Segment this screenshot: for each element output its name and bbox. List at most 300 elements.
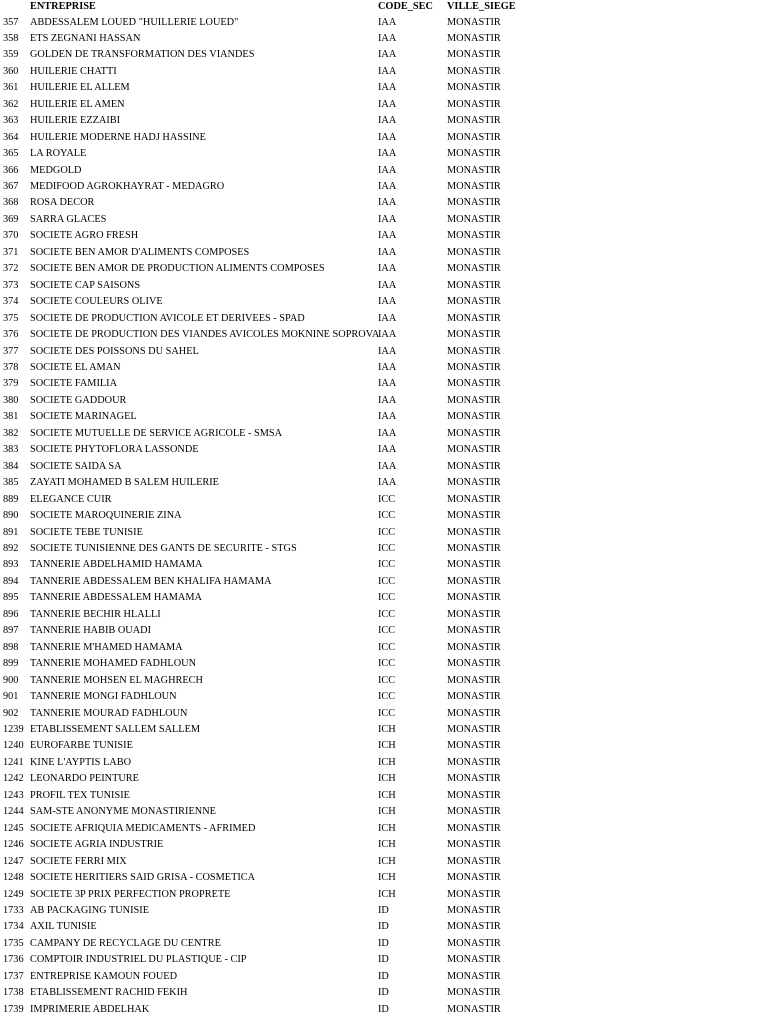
entreprise-cell: SOCIETE DE PRODUCTION DES VIANDES AVICOLES MOKNINE SOPROVA — [30, 329, 380, 341]
row-number-cell: 1248 — [3, 872, 24, 884]
table-row — [0, 985, 768, 1001]
entreprise-cell: SOCIETE SAIDA SA — [30, 460, 122, 472]
ville-siege-cell: MONASTIR — [447, 1003, 501, 1015]
ville-siege-cell: MONASTIR — [447, 773, 501, 785]
table-row — [0, 360, 768, 376]
code-sec-cell: ICH — [378, 888, 396, 900]
row-number-cell: 896 — [3, 608, 19, 620]
entreprise-cell: SOCIETE GADDOUR — [30, 394, 127, 406]
entreprise-cell: AB PACKAGING TUNISIE — [30, 904, 149, 916]
code-sec-cell: ICC — [378, 526, 396, 538]
ville-siege-cell: MONASTIR — [447, 345, 501, 357]
table-row — [0, 97, 768, 113]
code-sec-cell: IAA — [378, 164, 397, 176]
row-number-cell: 365 — [3, 148, 19, 160]
code-sec-cell: ICH — [378, 855, 396, 867]
entreprise-cell: ETS ZEGNANI HASSAN — [30, 32, 141, 44]
ville-siege-cell: MONASTIR — [447, 592, 501, 604]
ville-siege-cell: MONASTIR — [447, 822, 501, 834]
table-row — [0, 804, 768, 820]
entreprise-cell: SOCIETE AGRO FRESH — [30, 230, 139, 242]
row-number-cell: 379 — [3, 378, 19, 390]
code-sec-cell: ICC — [378, 691, 396, 703]
entreprise-cell: HUILERIE EZZAIBI — [30, 115, 121, 127]
table-row — [0, 673, 768, 689]
table-row — [0, 146, 768, 162]
ville-siege-cell: MONASTIR — [447, 575, 501, 587]
entreprise-cell: ETABLISSEMENT RACHID FEKIH — [30, 987, 188, 999]
row-number-cell: 370 — [3, 230, 19, 242]
entreprise-cell: SAM-STE ANONYME MONASTIRIENNE — [30, 806, 216, 818]
row-number-cell: 375 — [3, 312, 19, 324]
code-sec-cell: IAA — [378, 345, 397, 357]
entreprise-cell: HUILERIE MODERNE HADJ HASSINE — [30, 131, 206, 143]
ville-siege-cell: MONASTIR — [447, 970, 501, 982]
entreprise-cell: ELEGANCE CUIR — [30, 493, 112, 505]
ville-siege-cell: MONASTIR — [447, 427, 501, 439]
table-row — [0, 1002, 768, 1018]
ville-siege-cell: MONASTIR — [447, 921, 501, 933]
entreprise-cell: HUILERIE CHATTI — [30, 65, 117, 77]
ville-siege-cell: MONASTIR — [447, 394, 501, 406]
table-row — [0, 311, 768, 327]
code-sec-cell: ICH — [378, 872, 396, 884]
ville-siege-cell: MONASTIR — [447, 148, 501, 160]
row-number-cell: 1240 — [3, 740, 24, 752]
table-row — [0, 47, 768, 63]
row-number-cell: 373 — [3, 279, 19, 291]
ville-siege-cell: MONASTIR — [447, 16, 501, 28]
entreprise-cell: HUILERIE EL AMEN — [30, 98, 125, 110]
code-sec-cell: ID — [378, 921, 389, 933]
ville-siege-cell: MONASTIR — [447, 987, 501, 999]
code-sec-cell: ID — [378, 987, 389, 999]
row-number-cell: 892 — [3, 543, 19, 554]
code-sec-cell: IAA — [378, 312, 397, 324]
ville-siege-cell: MONASTIR — [447, 526, 501, 538]
code-sec-cell: IAA — [378, 148, 397, 160]
code-sec-cell: IAA — [378, 460, 397, 472]
ville-siege-cell: MONASTIR — [447, 707, 501, 719]
table-row — [0, 738, 768, 754]
table-row — [0, 689, 768, 705]
ville-siege-cell: MONASTIR — [447, 246, 501, 258]
code-sec-cell: ICC — [378, 707, 396, 719]
row-number-cell: 364 — [3, 131, 19, 143]
entreprise-cell: SOCIETE PHYTOFLORA LASSONDE — [30, 444, 199, 456]
ville-siege-cell: MONASTIR — [447, 559, 501, 571]
ville-siege-cell: MONASTIR — [447, 855, 501, 867]
table-row — [0, 525, 768, 541]
entreprise-cell: SOCIETE DE PRODUCTION AVICOLE ET DERIVEES - SPAD — [30, 312, 305, 324]
row-number-cell: 889 — [3, 493, 19, 505]
table-row — [0, 969, 768, 985]
row-number-cell: 1245 — [3, 822, 24, 834]
code-sec-cell: ICC — [378, 559, 396, 571]
table-body — [0, 15, 768, 1019]
ville-siege-cell: MONASTIR — [447, 378, 501, 390]
entreprise-cell: SOCIETE FERRI MIX — [30, 855, 127, 867]
table-row — [0, 195, 768, 211]
table-row — [0, 887, 768, 903]
entreprise-cell: MEDIFOOD AGROKHAYRAT - MEDAGRO — [30, 181, 225, 193]
entreprise-cell: SOCIETE MAROQUINERIE ZINA — [30, 510, 182, 522]
ville-siege-cell: MONASTIR — [447, 98, 501, 110]
code-sec-cell: IAA — [378, 378, 397, 390]
entreprise-cell: SOCIETE COULEURS OLIVE — [30, 296, 163, 308]
row-number-cell: 1242 — [3, 773, 24, 785]
table-row — [0, 393, 768, 409]
ville-siege-cell: MONASTIR — [447, 460, 501, 472]
row-number-cell: 1738 — [3, 987, 24, 999]
row-number-cell: 1249 — [3, 888, 24, 900]
ville-siege-cell: MONASTIR — [447, 723, 501, 735]
entreprise-cell: SOCIETE EL AMAN — [30, 362, 121, 374]
table-row — [0, 130, 768, 146]
entreprise-cell: SOCIETE AFRIQUIA MEDICAMENTS - AFRIMED — [30, 822, 256, 834]
row-number-cell: 368 — [3, 197, 19, 209]
row-number-cell: 1247 — [3, 855, 24, 867]
code-sec-cell: ICH — [378, 822, 396, 834]
entreprise-cell: TANNERIE MOURAD FADHLOUN — [30, 707, 188, 719]
ville-siege-cell: MONASTIR — [447, 641, 501, 653]
row-number-cell: 381 — [3, 411, 19, 423]
ville-siege-cell: MONASTIR — [447, 131, 501, 143]
code-sec-cell: IAA — [378, 477, 397, 489]
ville-siege-cell: MONASTIR — [447, 65, 501, 77]
row-number-cell: 1739 — [3, 1003, 24, 1015]
table-row — [0, 821, 768, 837]
code-sec-cell: IAA — [378, 98, 397, 110]
table-row — [0, 31, 768, 47]
code-sec-cell: ICC — [378, 575, 396, 587]
code-sec-cell: ICC — [378, 625, 396, 637]
entreprise-cell: TANNERIE BECHIR HLALLI — [30, 608, 161, 620]
row-number-cell: 1736 — [3, 954, 24, 966]
entreprise-cell: TANNERIE M'HAMED HAMAMA — [30, 641, 183, 653]
code-sec-cell: IAA — [378, 296, 397, 308]
ville-siege-cell: MONASTIR — [447, 82, 501, 94]
code-sec-cell: ID — [378, 970, 389, 982]
entreprise-cell: IMPRIMERIE ABDELHAK — [30, 1003, 150, 1015]
ville-siege-cell: MONASTIR — [447, 625, 501, 637]
row-number-cell: 1246 — [3, 839, 24, 851]
table-row — [0, 344, 768, 360]
row-number-cell: 372 — [3, 263, 19, 275]
row-number-cell: 893 — [3, 559, 19, 571]
row-number-cell: 382 — [3, 427, 19, 439]
entreprise-cell: KINE L'AYPTIS LABO — [30, 756, 132, 768]
entreprise-cell: EUROFARBE TUNISIE — [30, 740, 133, 752]
entreprise-cell: SOCIETE MARINAGEL — [30, 411, 137, 423]
ville-siege-cell: MONASTIR — [447, 888, 501, 900]
entreprise-cell: PROFIL TEX TUNISIE — [30, 789, 130, 801]
entreprise-cell: MEDGOLD — [30, 164, 82, 176]
row-number-header — [0, 0, 30, 15]
ville-siege-cell: MONASTIR — [447, 904, 501, 916]
entreprise-cell: ETABLISSEMENT SALLEM SALLEM — [30, 723, 201, 735]
entreprise-cell: SOCIETE DES POISSONS DU SAHEL — [30, 345, 199, 357]
table-row — [0, 541, 768, 557]
entreprise-cell: ROSA DECOR — [30, 197, 95, 209]
ville-siege-cell: MONASTIR — [447, 608, 501, 620]
code-sec-cell: IAA — [378, 181, 397, 193]
table-row — [0, 854, 768, 870]
ville-siege-cell: MONASTIR — [447, 806, 501, 818]
row-number-cell: 377 — [3, 345, 19, 357]
ville-siege-cell: MONASTIR — [447, 32, 501, 44]
entreprise-cell: TANNERIE ABDESSALEM BEN KHALIFA HAMAMA — [30, 575, 272, 587]
table-row — [0, 771, 768, 787]
code-sec-cell: ID — [378, 1003, 389, 1015]
row-number-cell: 385 — [3, 477, 19, 489]
entreprise-cell: TANNERIE ABDESSALEM HAMAMA — [30, 592, 202, 604]
ville-siege-cell: MONASTIR — [447, 937, 501, 949]
code-sec-cell: ICH — [378, 806, 396, 818]
code-sec-cell: IAA — [378, 230, 397, 242]
table-row — [0, 640, 768, 656]
ville-siege-cell: MONASTIR — [447, 543, 501, 554]
ville-siege-cell: MONASTIR — [447, 49, 501, 61]
table-row — [0, 228, 768, 244]
code-sec-cell: ICC — [378, 658, 396, 670]
ville-siege-cell: MONASTIR — [447, 213, 501, 225]
table-row — [0, 113, 768, 129]
code-sec-cell: IAA — [378, 115, 397, 127]
table-row — [0, 919, 768, 935]
entreprise-cell: HUILERIE EL ALLEM — [30, 82, 130, 94]
entreprise-cell: ZAYATI MOHAMED B SALEM HUILERIE — [30, 477, 219, 489]
ville-siege-cell: MONASTIR — [447, 329, 501, 341]
code-sec-cell: ICH — [378, 723, 396, 735]
entreprise-cell: SOCIETE TEBE TUNISIE — [30, 526, 143, 538]
row-number-cell: 378 — [3, 362, 19, 374]
row-number-cell: 890 — [3, 510, 19, 522]
table-row — [0, 64, 768, 80]
code-sec-cell: IAA — [378, 49, 397, 61]
code-sec-cell: IAA — [378, 263, 397, 275]
code-sec-cell: ICH — [378, 773, 396, 785]
table-row — [0, 245, 768, 261]
table-row — [0, 590, 768, 606]
table-row — [0, 788, 768, 804]
code-sec-cell: IAA — [378, 82, 397, 94]
row-number-cell: 359 — [3, 49, 19, 61]
entreprise-cell: ABDESSALEM LOUED "HUILLERIE LOUED" — [30, 16, 239, 28]
entreprise-cell: SOCIETE TUNISIENNE DES GANTS DE SECURITE - STGS — [30, 543, 297, 554]
code-sec-cell: ICH — [378, 789, 396, 801]
ville-siege-cell: MONASTIR — [447, 691, 501, 703]
table-row — [0, 376, 768, 392]
entreprise-cell: CAMPANY DE RECYCLAGE DU CENTRE — [30, 937, 221, 949]
row-number-cell: 1737 — [3, 970, 24, 982]
table-row — [0, 755, 768, 771]
code-sec-cell: IAA — [378, 213, 397, 225]
code-sec-cell: ICC — [378, 608, 396, 620]
row-number-cell: 374 — [3, 296, 19, 308]
row-number-cell: 376 — [3, 329, 19, 341]
code-sec-cell: IAA — [378, 16, 397, 28]
row-number-cell: 899 — [3, 658, 19, 670]
row-number-cell: 366 — [3, 164, 19, 176]
code-sec-cell: ID — [378, 904, 389, 916]
ville-siege-cell: MONASTIR — [447, 263, 501, 275]
table-row — [0, 706, 768, 722]
row-number-cell: 901 — [3, 691, 19, 703]
row-number-cell: 1734 — [3, 921, 24, 933]
row-number-cell: 897 — [3, 625, 19, 637]
entreprise-cell: ENTREPRISE KAMOUN FOUED — [30, 970, 178, 982]
row-number-cell: 900 — [3, 674, 19, 686]
row-number-cell: 363 — [3, 115, 19, 127]
code-sec-cell: ICC — [378, 592, 396, 604]
entreprise-cell: SOCIETE BEN AMOR DE PRODUCTION ALIMENTS COMPOSES — [30, 263, 325, 275]
ville-siege-cell: MONASTIR — [447, 756, 501, 768]
table-row — [0, 837, 768, 853]
table-row — [0, 952, 768, 968]
code-sec-cell: ICH — [378, 740, 396, 752]
entreprise-cell: COMPTOIR INDUSTRIEL DU PLASTIQUE - CIP — [30, 954, 247, 966]
row-number-cell: 369 — [3, 213, 19, 225]
table-row — [0, 607, 768, 623]
ville-siege-cell: MONASTIR — [447, 789, 501, 801]
row-number-cell: 358 — [3, 32, 19, 44]
ville-siege-cell: MONASTIR — [447, 740, 501, 752]
table-row — [0, 327, 768, 343]
entreprise-cell: AXIL TUNISIE — [30, 921, 97, 933]
row-number-cell: 898 — [3, 641, 19, 653]
code-sec-cell: ICC — [378, 510, 396, 522]
ville-siege-cell: MONASTIR — [447, 181, 501, 193]
entreprise-cell: TANNERIE MONGI FADHLOUN — [30, 691, 177, 703]
row-number-cell: 371 — [3, 246, 19, 258]
entreprise-cell: TANNERIE MOHAMED FADHLOUN — [30, 658, 197, 670]
ville-siege-cell: MONASTIR — [447, 362, 501, 374]
ville-siege-cell: MONASTIR — [447, 839, 501, 851]
row-number-cell: 383 — [3, 444, 19, 456]
ville-siege-cell: MONASTIR — [447, 411, 501, 423]
entreprise-cell: TANNERIE HABIB OUADI — [30, 625, 152, 637]
row-number-cell: 895 — [3, 592, 19, 604]
table-row — [0, 870, 768, 886]
row-number-cell: 902 — [3, 707, 19, 719]
ville-siege-cell: MONASTIR — [447, 312, 501, 324]
ville-siege-header: VILLE_SIEGE — [447, 1, 516, 12]
code-sec-cell: IAA — [378, 131, 397, 143]
code-sec-cell: IAA — [378, 362, 397, 374]
table-row — [0, 656, 768, 672]
entreprise-cell: SOCIETE 3P PRIX PERFECTION PROPRETE — [30, 888, 231, 900]
code-sec-cell: IAA — [378, 427, 397, 439]
code-sec-header: CODE_SEC — [378, 1, 433, 12]
table-row — [0, 294, 768, 310]
table-row — [0, 492, 768, 508]
table-row — [0, 475, 768, 491]
entreprise-cell: SOCIETE CAP SAISONS — [30, 279, 141, 291]
entreprise-cell: TANNERIE ABDELHAMID HAMAMA — [30, 559, 203, 571]
table-row — [0, 557, 768, 573]
row-number-cell: 367 — [3, 181, 19, 193]
table-row — [0, 261, 768, 277]
table-row — [0, 80, 768, 96]
row-number-cell: 362 — [3, 98, 19, 110]
code-sec-cell: IAA — [378, 394, 397, 406]
row-number-cell: 357 — [3, 16, 19, 28]
code-sec-cell: ICC — [378, 641, 396, 653]
ville-siege-cell: MONASTIR — [447, 493, 501, 505]
ville-siege-cell: MONASTIR — [447, 279, 501, 291]
entreprise-cell: GOLDEN DE TRANSFORMATION DES VIANDES — [30, 49, 255, 61]
code-sec-cell: IAA — [378, 279, 397, 291]
entreprise-cell: LA ROYALE — [30, 148, 87, 160]
table-row — [0, 426, 768, 442]
ville-siege-cell: MONASTIR — [447, 674, 501, 686]
ville-siege-cell: MONASTIR — [447, 477, 501, 489]
row-number-cell: 891 — [3, 526, 19, 538]
row-number-cell: 1735 — [3, 937, 24, 949]
table-row — [0, 409, 768, 425]
table-row — [0, 903, 768, 919]
table-row — [0, 623, 768, 639]
code-sec-cell: ID — [378, 954, 389, 966]
row-number-cell: 360 — [3, 65, 19, 77]
code-sec-cell: IAA — [378, 65, 397, 77]
table-row — [0, 179, 768, 195]
row-number-cell: 1733 — [3, 904, 24, 916]
row-number-cell: 894 — [3, 575, 19, 587]
row-number-cell: 1244 — [3, 806, 24, 818]
entreprise-cell: SOCIETE MUTUELLE DE SERVICE AGRICOLE - SMSA — [30, 427, 283, 439]
row-number-cell: 1241 — [3, 756, 24, 768]
entreprise-header: ENTREPRISE — [30, 1, 96, 12]
code-sec-cell: ICC — [378, 543, 396, 554]
row-number-cell: 380 — [3, 394, 19, 406]
row-number-cell: 384 — [3, 460, 19, 472]
ville-siege-cell: MONASTIR — [447, 444, 501, 456]
code-sec-cell: IAA — [378, 246, 397, 258]
ville-siege-cell: MONASTIR — [447, 230, 501, 242]
entreprise-cell: SOCIETE AGRIA INDUSTRIE — [30, 839, 164, 851]
table-row — [0, 278, 768, 294]
ville-siege-cell: MONASTIR — [447, 872, 501, 884]
header-row — [0, 0, 768, 15]
code-sec-cell: ICC — [378, 674, 396, 686]
entreprise-cell: SOCIETE FAMILIA — [30, 378, 118, 390]
ville-siege-cell: MONASTIR — [447, 510, 501, 522]
ville-siege-cell: MONASTIR — [447, 954, 501, 966]
entreprise-cell: SOCIETE HERITIERS SAID GRISA - COSMETICA — [30, 872, 256, 884]
ville-siege-cell: MONASTIR — [447, 164, 501, 176]
entreprise-cell: TANNERIE MOHSEN EL MAGHRECH — [30, 674, 203, 686]
ville-siege-cell: MONASTIR — [447, 197, 501, 209]
entreprise-cell: LEONARDO PEINTURE — [30, 773, 139, 785]
entreprise-cell: SARRA GLACES — [30, 213, 107, 225]
table-row — [0, 574, 768, 590]
code-sec-cell: IAA — [378, 32, 397, 44]
code-sec-cell: IAA — [378, 197, 397, 209]
code-sec-cell: IAA — [378, 411, 397, 423]
code-sec-cell: ICC — [378, 493, 396, 505]
code-sec-cell: IAA — [378, 329, 397, 341]
table-row — [0, 936, 768, 952]
table-row — [0, 508, 768, 524]
table-row — [0, 212, 768, 228]
table-row — [0, 163, 768, 179]
code-sec-cell: ICH — [378, 839, 396, 851]
ville-siege-cell: MONASTIR — [447, 296, 501, 308]
entreprise-cell: SOCIETE BEN AMOR D'ALIMENTS COMPOSES — [30, 246, 250, 258]
code-sec-cell: ICH — [378, 756, 396, 768]
